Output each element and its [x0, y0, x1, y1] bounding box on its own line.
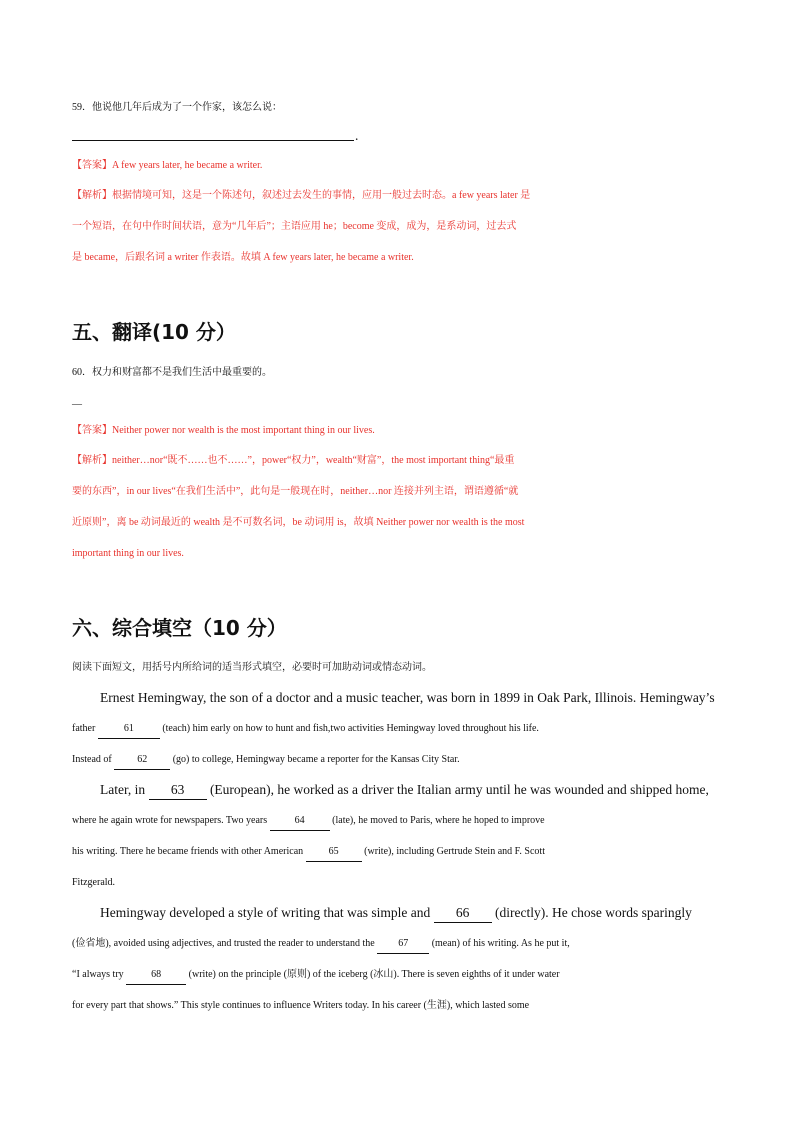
analysis-60-line-2: 要的东西”，in our lives“在我们生活中”，此句是一般现在时，neither…nor 连接并列主语，谓语遵循“就 [72, 486, 519, 497]
blank-65[interactable]: 65 [306, 843, 362, 862]
analysis-tag: 【解析】 [72, 455, 112, 466]
passage-line-7: Fitzgerald. [72, 877, 116, 888]
passage-line-9: (俭省地), avoided using adjectives, and trusted the reader to understand the 67 (mean) of his writing. As he put it, [72, 935, 732, 954]
analysis-60-line-1: 【解析】neither…nor“既不……也不……”，power“权力”，wealth“财富”，the most important thing“最重 [72, 455, 515, 466]
section-5-title: 五、翻译(10 分） [72, 320, 236, 344]
answer-tag: 【答案】 [72, 160, 112, 171]
analysis-59-line-2: 一个短语，在句中作时间状语，意为“几年后”；主语应用 he；become 变成，成为，是系动词，过去式 [72, 221, 517, 232]
passage-line-6: his writing. There he became friends with other American 65 (write), including Gertrude Stein and F. Scott [72, 843, 732, 862]
passage-line-11: for every part that shows.” This style continues to influence Writers today. In his career (生涯), which lasted some [72, 1000, 530, 1011]
passage-line-4: Later, in 63 (European), he worked as a driver the Italian army until he was wounded and shipped home, [100, 781, 730, 800]
answer-dash-60: — [72, 399, 82, 410]
answer-line-59 [72, 140, 354, 141]
blank-61[interactable]: 61 [98, 720, 160, 739]
analysis-tag: 【解析】 [72, 190, 112, 201]
section-6-instruction: 阅读下面短文，用括号内所给词的适当形式填空，必要时可加助动词或情态动词。 [72, 662, 432, 673]
question-60: 60．权力和财富都不是我们生活中最重要的。 [72, 367, 272, 378]
analysis-60-line-4: important thing in our lives. [72, 548, 184, 559]
analysis-60-line-3: 近原则”，离 be 动词最近的 wealth 是不可数名词，be 动词用 is，故填 Neither power nor wealth is the most [72, 517, 525, 528]
blank-67[interactable]: 67 [377, 935, 429, 954]
answer-line-period: . [355, 128, 359, 143]
answer-tag: 【答案】 [72, 425, 112, 436]
answer-text: A few years later, he became a writer. [112, 160, 263, 171]
passage-line-1: Ernest Hemingway, the son of a doctor and a music teacher, was born in 1899 in Oak Park, Illinois. Hemingway’s [100, 690, 715, 705]
answer-text: Neither power nor wealth is the most important thing in our lives. [112, 425, 375, 436]
passage-line-2: father 61 (teach) him early on how to hunt and fish,two activities Hemingway loved throughout his life. [72, 720, 732, 739]
passage-line-8: Hemingway developed a style of writing that was simple and 66 (directly). He chose words sparingly [100, 904, 730, 923]
passage-line-3: Instead of 62 (go) to college, Hemingway became a reporter for the Kansas City Star. [72, 751, 732, 770]
blank-63[interactable]: 63 [149, 781, 207, 800]
blank-64[interactable]: 64 [270, 812, 330, 831]
answer-60 [72, 422, 732, 440]
blank-66[interactable]: 66 [434, 904, 492, 923]
answer-59 [72, 157, 732, 175]
analysis-59-line-1: 【解析】根据情境可知，这是一个陈述句，叙述过去发生的事情，应用一般过去时态。a few years later 是 [72, 190, 531, 201]
blank-62[interactable]: 62 [114, 751, 170, 770]
question-59: 59．他说他几年后成为了一个作家，该怎么说： [72, 102, 282, 113]
analysis-59-line-3: 是 became，后跟名词 a writer 作表语。故填 A few years later, he became a writer. [72, 252, 414, 263]
section-6-title: 六、综合填空（10 分） [72, 616, 287, 640]
passage-line-10: “I always try 68 (write) on the principle (原则) of the iceberg (冰山). There is seven eighths of it under water [72, 966, 732, 985]
passage-line-5: where he again wrote for newspapers. Two years 64 (late), he moved to Paris, where he hoped to improve [72, 812, 732, 831]
blank-68[interactable]: 68 [126, 966, 186, 985]
